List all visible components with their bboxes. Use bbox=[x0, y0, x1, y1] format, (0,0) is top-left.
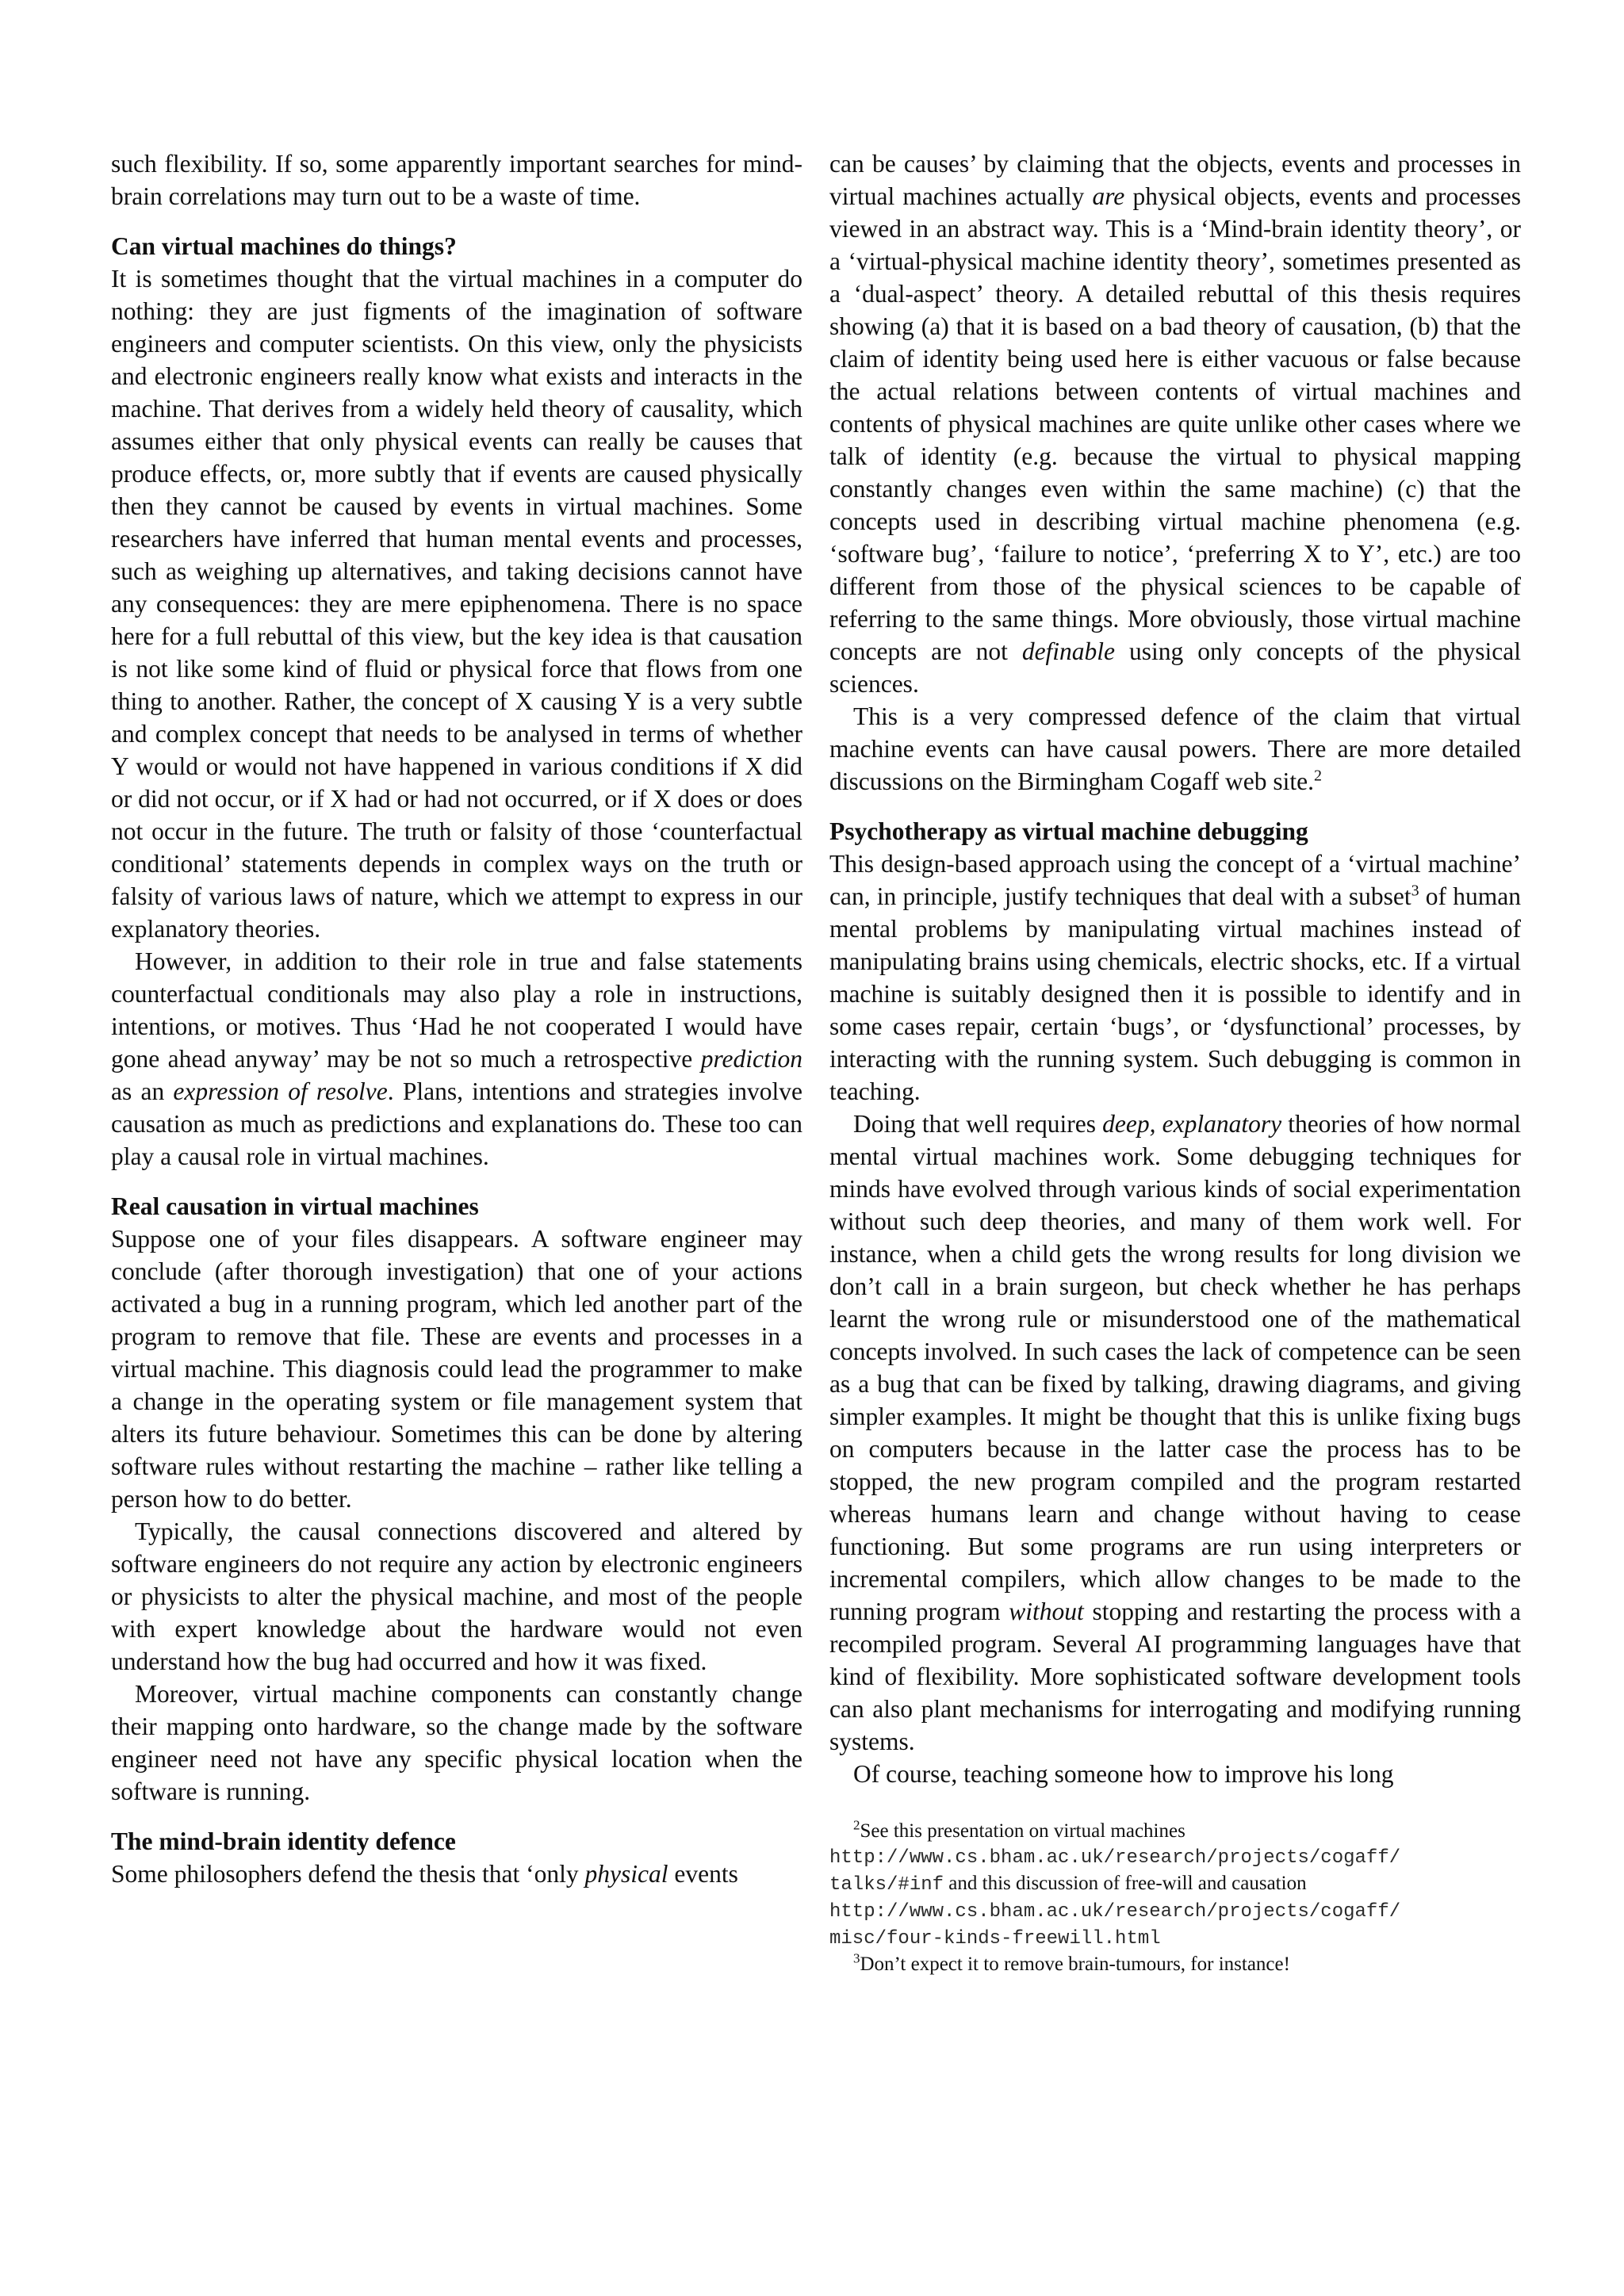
doing-that-well-paragraph: Doing that well requires deep, explanatory theories of how normal mental virtual machines work. Some debugging techniques for minds have evolved through various kinds of social experimentation without such deep theories, and many of them work well. For instance, when a child gets the wrong results for long division we don’t call in a brain surgeon, but check whether he has perhaps learnt the wrong rule or misunderstood one of the mathematical concepts involved. In such cases the lack of competence can be seen as a bug that can be fixed by talking, drawing diagrams, and giving simpler examples. It might be thought that this is unlike fixing bugs on computers because in the latter case the process has to be stopped, the new program compiled and the program restarted whereas humans learn and change without having to cease functioning. But some programs are run using interpreters or incremental compilers, which allow changes to be made to the running program without stopping and restarting the process with a recompiled program. Several AI programming languages have that kind of flexibility. More sophisticated software development tools can also plant mechanisms for interrogating and modifying running systems. bbox=[829, 1110, 1521, 1755]
footnote-ref-2[interactable]: 2 bbox=[1314, 767, 1322, 785]
identity-continued-paragraph: can be causes’ by claiming that the objects, events and processes in virtual machines actually are physical objects, events and processes viewed in an abstract way. This is a ‘Mind-brain identity theory’, or a ‘virtual-physical machine identity theory’, sometimes presented as a ‘dual-aspect’ theory. A detailed rebuttal of this thesis requires showing (a) that it is based on a bad theory of causation, (b) that the claim of identity being used here is either vacuous or false because the actual relations between contents of virtual machines and contents of physical machines are quite unlike other cases where we talk of identity (e.g. because the virtual to physical mapping constantly changes even within the same machine) (c) that the concepts used in describing virtual machine phenomena (e.g. ‘software bug’, ‘failure to notice’, ‘preferring X to Y’, etc.) are too different from those of the physical sciences to be capable of referring to the same things. More obviously, those virtual machine concepts are not definable using only concepts of the physical sciences. bbox=[829, 150, 1521, 698]
do-things-paragraph: It is sometimes thought that the virtual machines in a computer do nothing: they are just figments of the imagination of software engineers and computer scientists. On this view, only the physicists and electronic engineers really know what exists and interacts in the machine. That derives from a widely held theory of causality, which assumes either that only physical events can really be causes that produce effects, or, more subtly that if events are caused physically then they cannot be caused by events in virtual machines. Some researchers have inferred that human mental events and processes, such as weighing up alternatives, and taking decisions cannot have any consequences: they are mere epiphenomena. There is no space here for a full rebuttal of this view, but the key idea is that causation is not like some kind of fluid or physical force that flows from one thing to another. Rather, the concept of X causing Y is a very subtle and complex concept that needs to be analysed in terms of whether Y would or would not have happened in various conditions if X did or did not occur, or if X had or had not occurred, or if X does or does not occur in the future. The truth or falsity of those ‘counterfactual conditional’ statements depends in complex ways on the truth or falsity of various laws of nature, which we attempt to express in our explanatory theories. bbox=[111, 265, 802, 943]
intro-paragraph: such flexibility. If so, some apparently important searches for mind-brain correlations may turn out to be a waste of time. bbox=[111, 150, 802, 210]
footnotes bbox=[829, 1819, 1521, 1977]
left-column bbox=[111, 147, 802, 1890]
section-heading-identity-defence: The mind-brain identity defence bbox=[111, 1827, 456, 1855]
however-paragraph: However, in addition to their role in true and false statements counterfactual conditionals may also play a role in instructions, intentions, or motives. Thus ‘Had he not cooperated I would have gone ahead anyway’ may be not so much a retrospective prediction as an expression of resolve. Plans, intentions and strategies involve causation as much as predictions and explanations do. These too can play a causal role in virtual machines. bbox=[111, 947, 802, 1170]
real-causation-paragraph: Suppose one of your files disappears. A software engineer may conclude (after thorough investigation) that one of your actions activated a bug in a running program, which led another part of the program to remove that file. These are events and processes in a virtual machine. This diagnosis could lead the programmer to make a change in the operating system or file management system that alters its future behaviour. Sometimes this can be done by altering software rules without restarting the machine – rather like telling a person how to do better. bbox=[111, 1225, 802, 1513]
compressed-defence-paragraph: This is a very compressed defence of the claim that virtual machine events can have causal powers. There are more detailed discussions on the Birmingham Cogaff web site.$^2$ bbox=[829, 702, 1521, 795]
footnote-2: $^2$See this presentation on virtual machines bbox=[853, 1817, 1185, 1842]
right-column bbox=[829, 147, 1521, 1977]
footnote-2-link-freewill[interactable]: http://www.cs.bham.ac.uk/research/projects/cogaff/ misc/four-kinds-freewill.html bbox=[829, 1901, 1401, 1950]
section-heading-real-causation: Real causation in virtual machines bbox=[111, 1192, 479, 1220]
footnote-3: $^3$Don’t expect it to remove brain-tumours, for instance! bbox=[853, 1950, 1290, 1975]
of-course-paragraph: Of course, teaching someone how to improve his long bbox=[853, 1760, 1394, 1788]
footnote-ref-3[interactable]: 3 bbox=[1411, 882, 1419, 900]
section-heading-virtual-machines-do-things: Can virtual machines do things? bbox=[111, 232, 457, 260]
section-heading-psychotherapy: Psychotherapy as virtual machine debugging bbox=[829, 817, 1308, 845]
typically-paragraph: Typically, the causal connections discovered and altered by software engineers do not require any action by electronic engineers or physicists to alter the physical machine, and most of the people with expert knowledge about the hardware would not even understand how the bug had occurred and how it was fixed. bbox=[111, 1517, 802, 1675]
identity-paragraph: Some philosophers defend the thesis that ‘only physical events bbox=[111, 1860, 738, 1888]
footnote-2-link-presentation[interactable]: http://www.cs.bham.ac.uk/research/projects/cogaff/ talks/#inf and this discussion of free-will and causation bbox=[829, 1847, 1401, 1896]
psychotherapy-paragraph: This design-based approach using the concept of a ‘virtual machine’ can, in principle, justify techniques that deal with a subset$^3$ of human mental problems by manipulating virtual machines instead of manipulating brains using chemicals, electric shocks, etc. If a virtual machine is suitably designed then it is possible to identify and in some cases repair, certain ‘bugs’, or ‘dysfunctional’ processes, by interacting with the running system. Such debugging is common in teaching. bbox=[829, 850, 1521, 1105]
paper-page bbox=[111, 147, 1521, 2177]
moreover-paragraph: Moreover, virtual machine components can constantly change their mapping onto hardware, so the change made by the software engineer need not have any specific physical location when the software is running. bbox=[111, 1680, 802, 1805]
